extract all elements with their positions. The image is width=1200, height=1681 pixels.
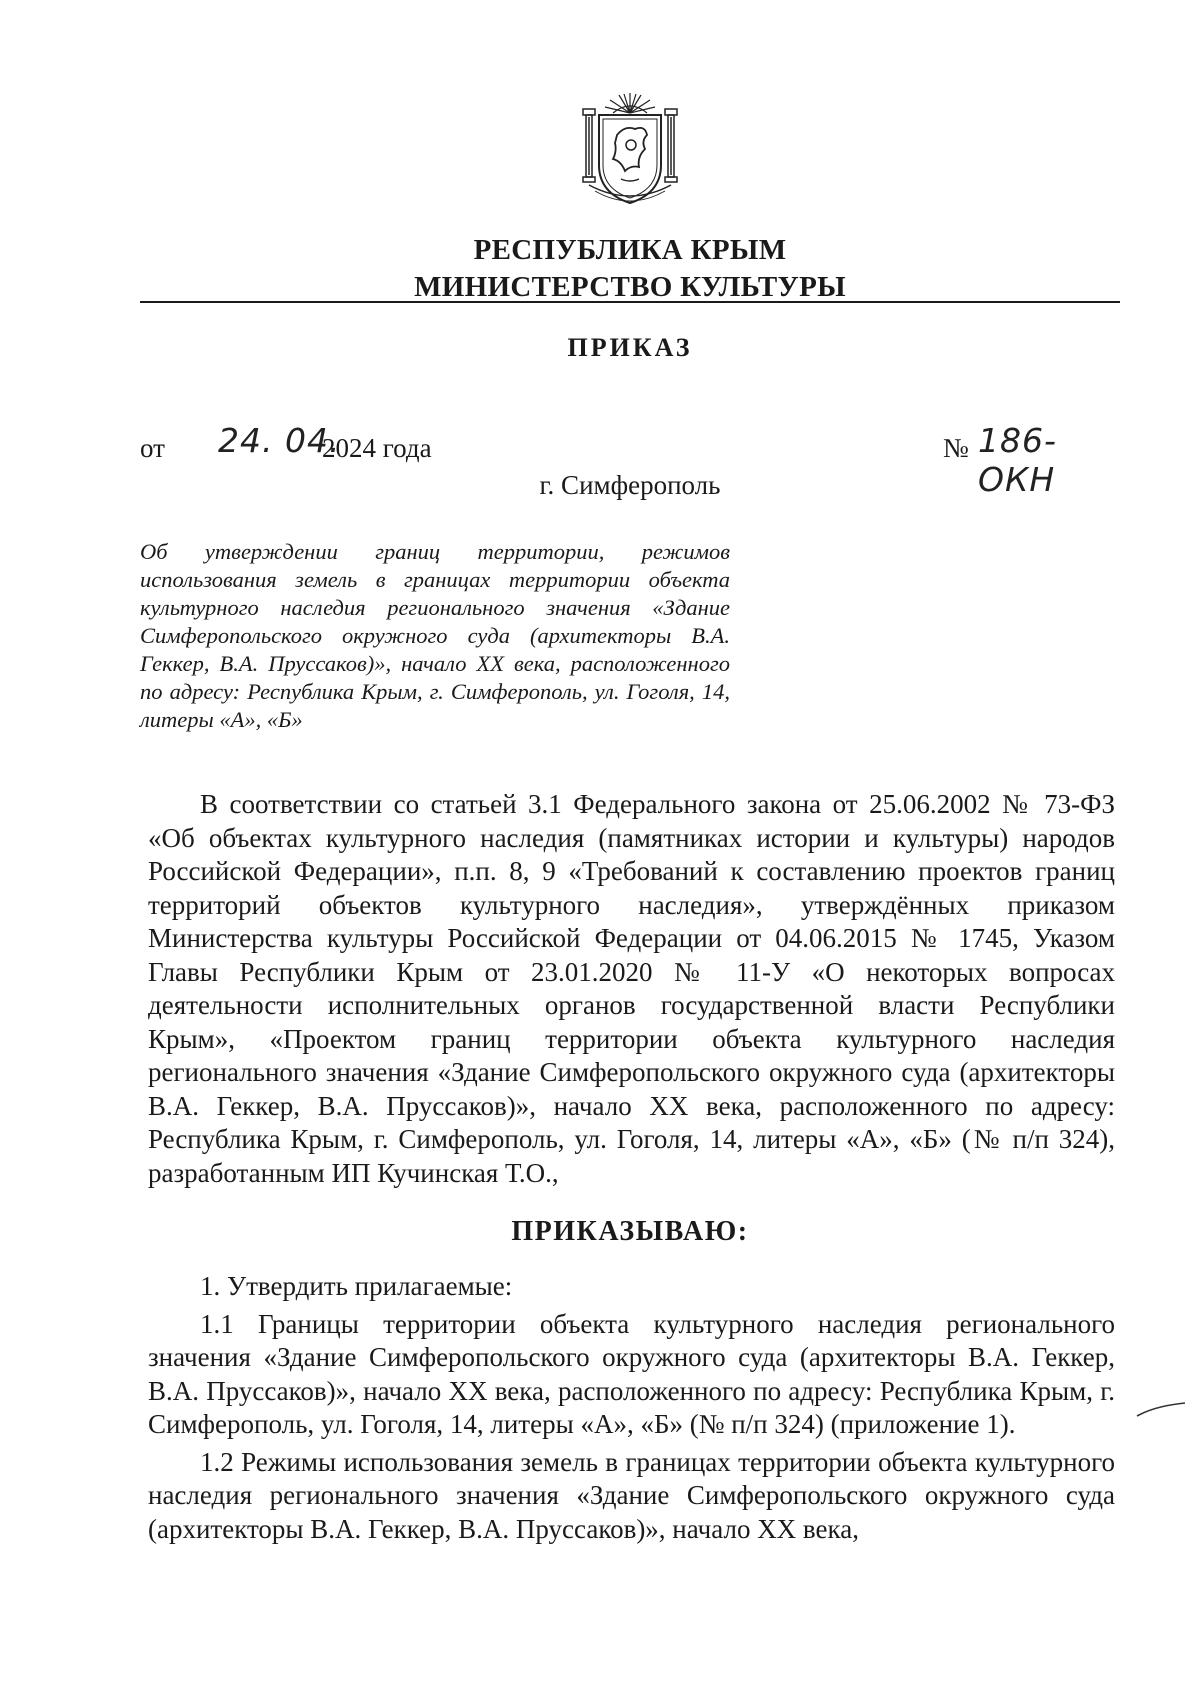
handwritten-order-number: 186-ОКН xyxy=(978,421,1057,499)
document-type-title: ПРИКАЗ xyxy=(567,333,693,362)
place-of-issue: г. Симферополь xyxy=(539,470,721,500)
order-items xyxy=(148,1270,1115,1546)
date-year: 2024 года xyxy=(322,433,432,463)
order-subject: Об утверждении границ территории, режимов использования земель в границах территории объекта культурного наследия регионального значения «Здание Симферопольского окружного суда (архитекторы В.А. Геккер, В.А. Пруссаков)», начало XX века, расположенного по адресу: Республика Крым, г. Симферополь, ул. Гоголя, 14, литеры «А», «Б» xyxy=(140,539,730,732)
header-republic: РЕСПУБЛИКА КРЫМ xyxy=(473,234,787,266)
margin-pen-stroke xyxy=(1135,1400,1195,1420)
header-divider xyxy=(140,301,1120,303)
number-prefix: № xyxy=(943,433,969,463)
order-item-1-2: 1.2 Режимы использования земель в границах территории объекта культурного наследия регионального значения «Здание Симферопольского окружного суда (архитекторы В.А. Геккер, В.А. Пруссаков)», начало XX века, xyxy=(148,1446,1115,1544)
order-item-1-1: 1.1 Границы территории объекта культурного наследия регионального значения «Здание Симферопольского окружного суда (архитекторы В.А. Геккер, В.А. Пруссаков)», начало XX века, расположенного по адресу: Республика Крым, г. Симферополь, ул. Гоголя, 14, литеры «А», «Б» (№ п/п 324) (приложение 1). xyxy=(148,1308,1115,1439)
date-prefix: от xyxy=(140,433,165,463)
order-item-1: 1. Утвердить прилагаемые: xyxy=(200,1271,513,1301)
order-command: ПРИКАЗЫВАЮ: xyxy=(511,1216,749,1247)
preamble-block xyxy=(148,788,1115,1190)
header-ministry: МИНИСТЕРСТВО КУЛЬТУРЫ xyxy=(414,271,846,303)
preamble-paragraph: В соответствии со статьей 3.1 Федерального закона от 25.06.2002 № 73-ФЗ «Об объектах культурного наследия (памятниках истории и культуры) народов Российской Федерации», п.п. 8, 9 «Требований к составлению проектов границ территорий объектов культурного наследия», утверждённых приказом Министерства культуры Российской Федерации от 04.06.2015 № 1745, Указом Главы Республики Крым от 23.01.2020 № 11-У «О некоторых вопросах деятельности исполнительных органов государственной власти Республики Крым», «Проектом границ территории объекта культурного наследия регионального значения «Здание Симферопольского окружного суда (архитекторы В.А. Геккер, В.А. Пруссаков)», начало XX века, расположенного по адресу: Республика Крым, г. Симферополь, ул. Гоголя, 14, литеры «А», «Б» (№ п/п 324), разработанным ИП Кучинская Т.О., xyxy=(148,789,1115,1188)
ministry-header xyxy=(140,232,1120,306)
handwritten-date: 24. 04. xyxy=(218,421,341,460)
coat-of-arms-emblem xyxy=(575,85,685,210)
